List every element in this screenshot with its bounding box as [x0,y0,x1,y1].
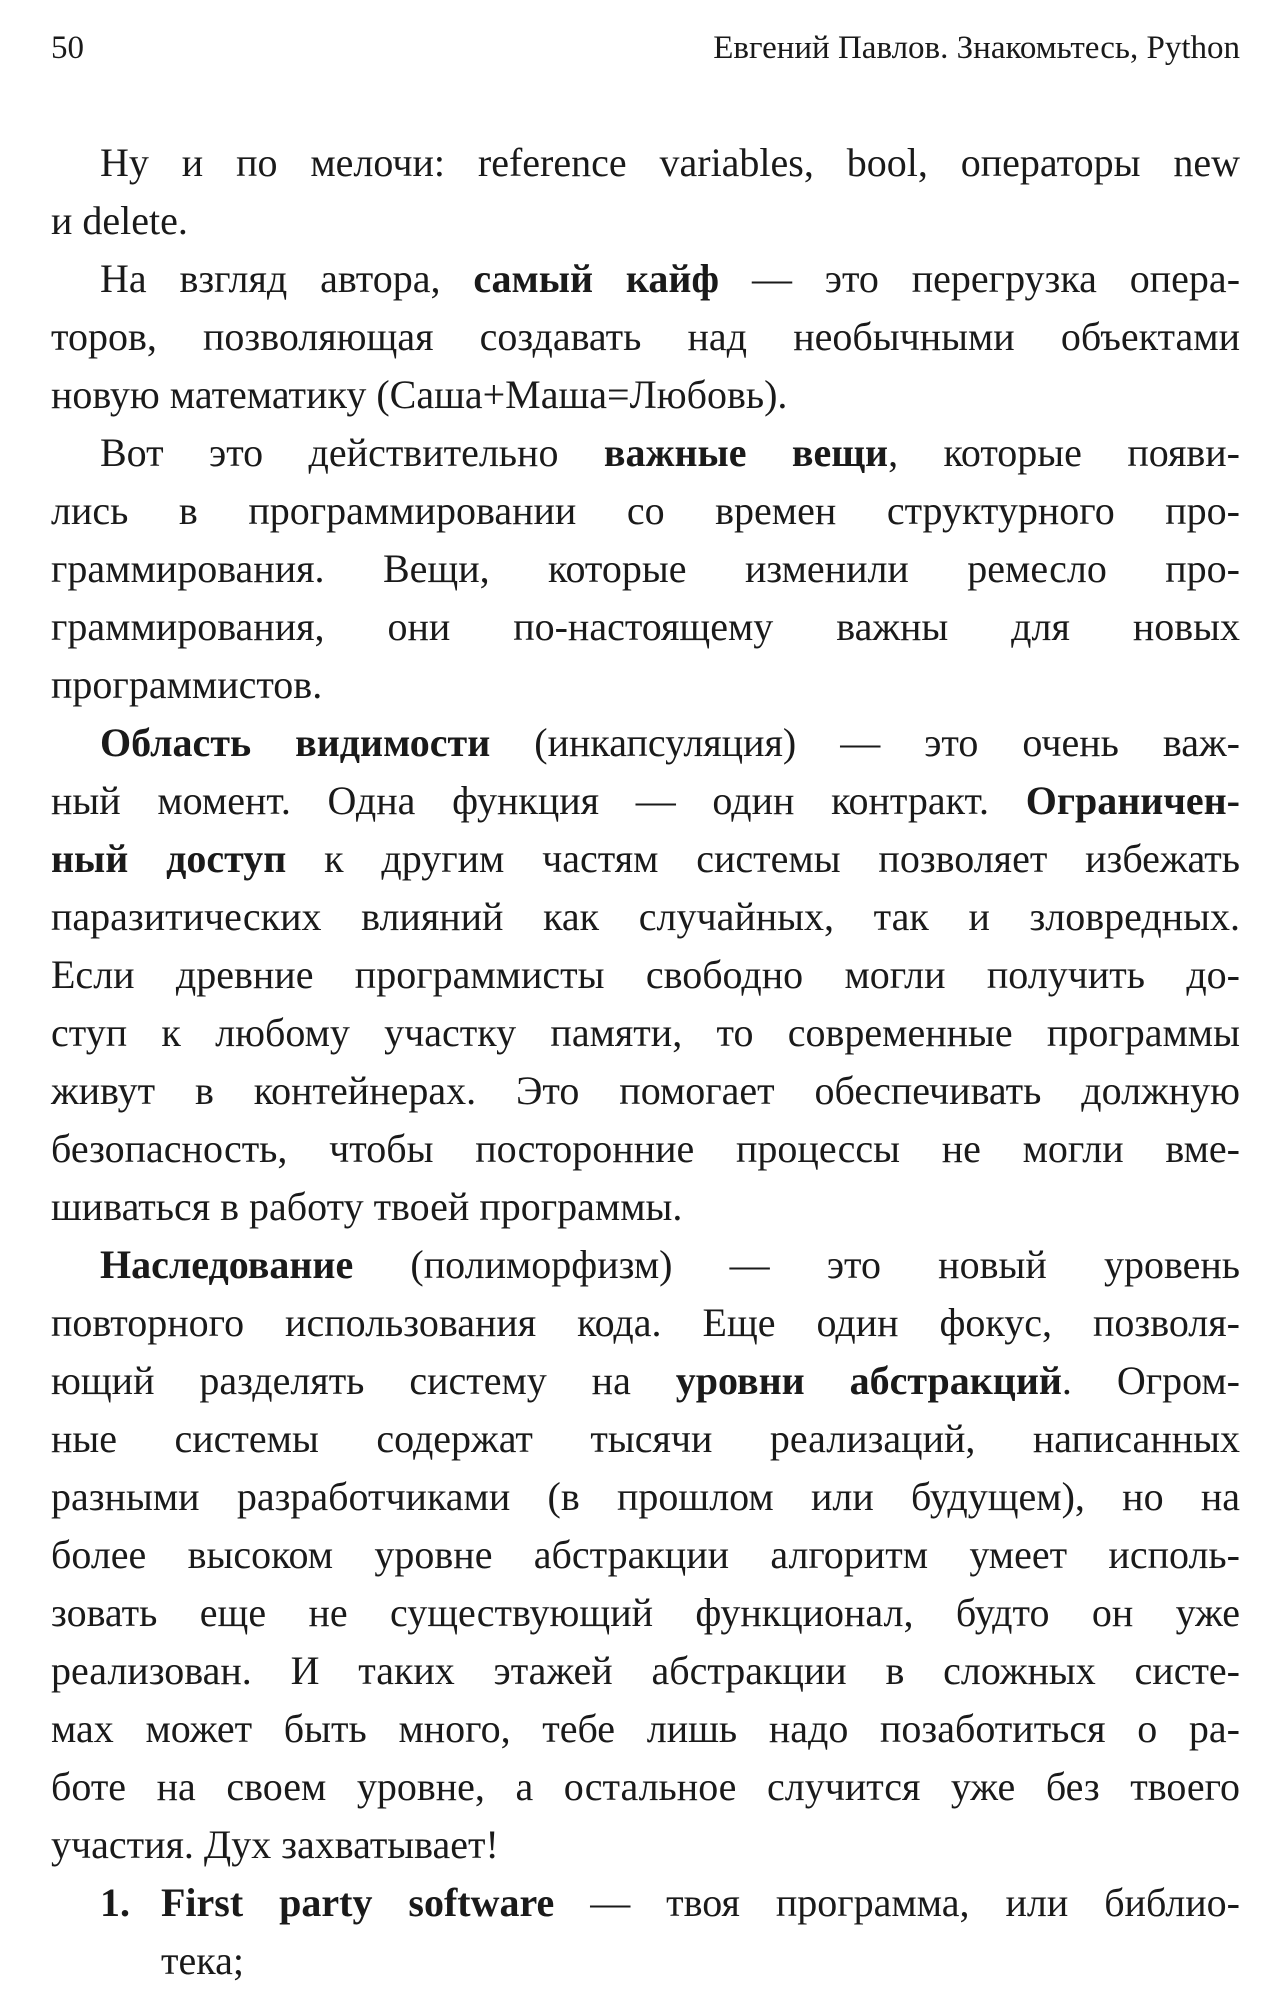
list-number: 1. [100,1880,130,1925]
text-line [51,1526,1240,1584]
paragraph [51,134,1240,250]
bold-term: Ограничен- [1025,778,1240,823]
page-number: 50 [51,30,84,66]
text-run: граммирования, они по-настоящему важны для новых [51,604,1240,649]
text-run: На взгляд автора, [100,256,474,301]
text-line [51,1178,1240,1236]
text-line [51,1352,1240,1410]
text-line [51,1932,1240,1990]
text-run: реализован. И таких этажей абстракции в сложных систе- [51,1648,1240,1693]
text-run: торов, позволяющая создавать над необычными объектами [51,314,1240,359]
paragraph [51,714,1240,1236]
bold-term: Наследование [100,1242,354,1287]
paragraph [51,250,1240,424]
text-line [51,598,1240,656]
text-line [51,1236,1240,1294]
text-line [51,192,1240,250]
text-line [51,1700,1240,1758]
text-line [51,1468,1240,1526]
text-run: зовать еще не существующий функционал, будто он уже [51,1590,1240,1635]
text-run: шиваться в работу твоей программы. [51,1184,683,1229]
text-run: — это перегрузка опера- [719,256,1241,301]
bold-term: важные вещи [603,430,889,475]
text-line [51,366,1240,424]
bold-term: самый кайф [473,256,720,301]
text-line [51,772,1240,830]
text-line [51,1642,1240,1700]
page-header [51,30,1240,80]
text-run: (инкапсуляция) — это очень важ- [490,720,1240,765]
text-run: Вот это действительно [100,430,604,475]
text-run: , которые появи- [888,430,1240,475]
text-line [51,1816,1240,1874]
text-line [51,1584,1240,1642]
text-run: безопасность, чтобы посторонние процессы не могли вме- [51,1126,1240,1171]
text-run: и delete. [51,198,188,243]
text-run: ющий разделять систему на [51,1358,676,1403]
bold-term: First party software [161,1880,555,1925]
text-line [51,134,1240,192]
text-run: Если древние программисты свободно могли получить до- [51,952,1240,997]
text-line [51,250,1240,308]
text-line [51,424,1240,482]
text-run: повторного использования кода. Еще один фокус, позволя- [51,1300,1240,1345]
text-run: ный момент. Одна функция — один контракт. [51,778,1026,823]
text-line [51,1294,1240,1352]
text-line [51,540,1240,598]
text-line [51,656,1240,714]
text-run: разными разработчиками (в прошлом или будущем), но на [51,1474,1240,1519]
text-line [51,1758,1240,1816]
text-line [51,888,1240,946]
text-run: боте на своем уровне, а остальное случится уже без твоего [51,1764,1240,1809]
bold-term: ный доступ [51,836,287,881]
text-line [51,1004,1240,1062]
list-item [51,1874,1240,1990]
text-line [51,1874,1240,1932]
text-run: — твоя программа, или библио- [554,1880,1240,1925]
text-run: более высоком уровне абстракции алгоритм умеет исполь- [51,1532,1240,1577]
text-line [51,308,1240,366]
bold-term: Область видимости [100,720,491,765]
text-run: (полиморфизм) — это новый уровень [353,1242,1240,1287]
bold-term: уровни абстракций [675,1358,1062,1403]
page-body [51,134,1240,1990]
paragraph [51,424,1240,714]
text-line [51,830,1240,888]
text-run: участия. Дух захватывает! [51,1822,499,1867]
text-run: новую математику (Саша+Маша=Любовь). [51,372,788,417]
text-run: программистов. [51,662,323,707]
text-run: ные системы содержат тысячи реализаций, написанных [51,1416,1240,1461]
text-run: паразитических влияний как случайных, так и зловредных. [51,894,1240,939]
text-run: . Огром- [1061,1358,1240,1403]
text-run: Ну и по мелочи: reference variables, bool, операторы new [100,140,1240,185]
text-line [51,482,1240,540]
running-title: Евгений Павлов. Знакомьтесь, Python [713,30,1240,66]
text-line [51,714,1240,772]
text-run: мах может быть много, тебе лишь надо позаботиться о ра- [51,1706,1240,1751]
text-line [51,1120,1240,1178]
text-run: ступ к любому участку памяти, то современные программы [51,1010,1240,1055]
text-run: живут в контейнерах. Это помогает обеспечивать должную [51,1068,1240,1113]
text-run: лись в программировании со времен структурного про- [51,488,1240,533]
text-run: тека; [161,1938,244,1983]
paragraph [51,1236,1240,1874]
text-run: к другим частям системы позволяет избежать [286,836,1240,881]
text-run: граммирования. Вещи, которые изменили ремесло про- [51,546,1240,591]
text-line [51,1062,1240,1120]
text-line [51,946,1240,1004]
text-line [51,1410,1240,1468]
